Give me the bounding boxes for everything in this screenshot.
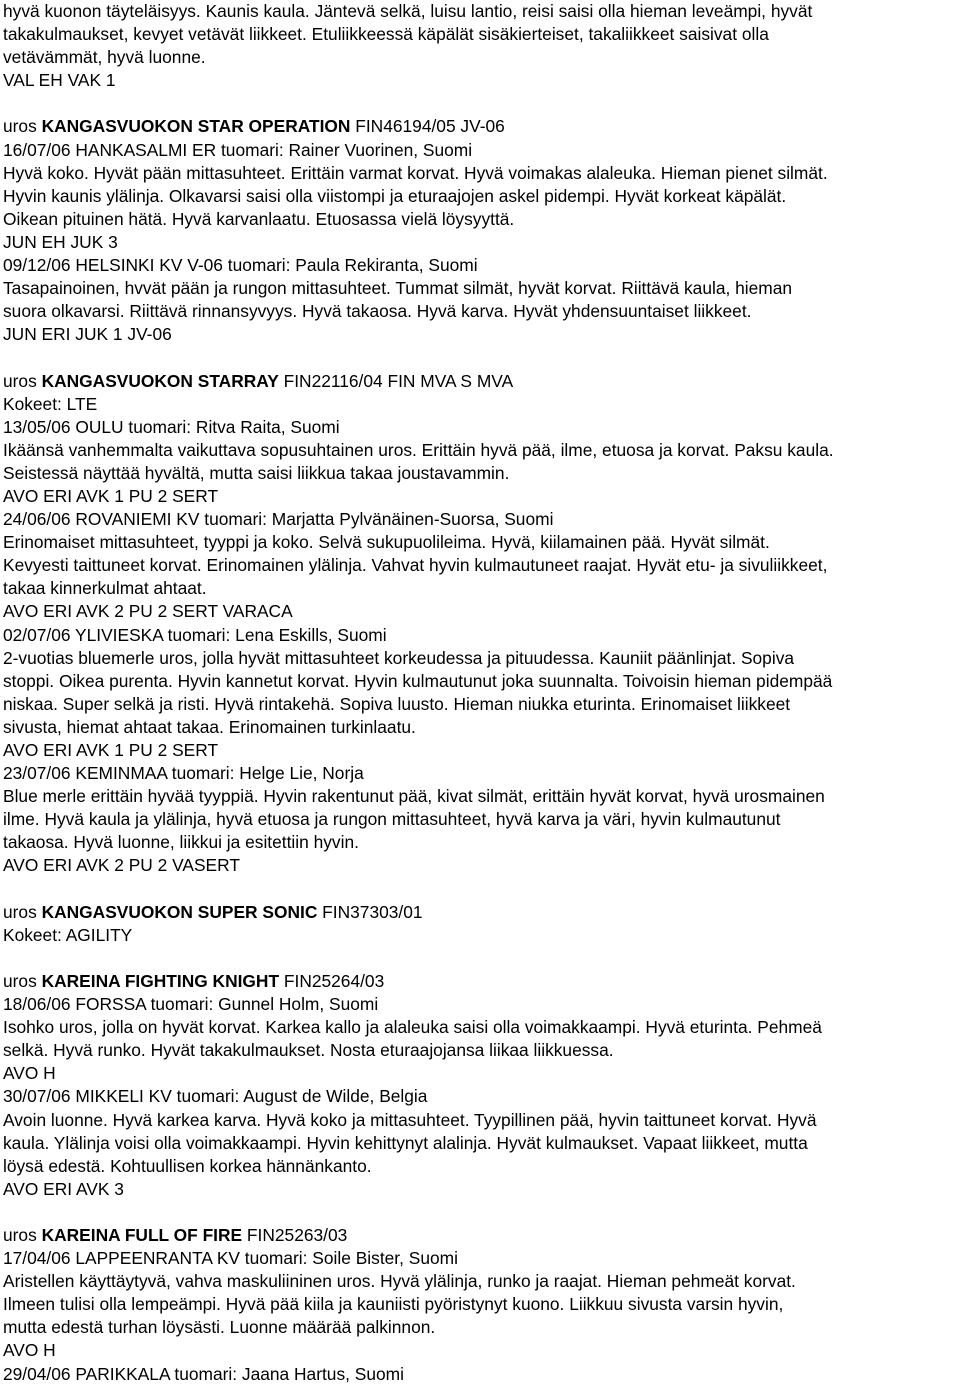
text-line: takakulmaukset, kevyet vetävät liikkeet. Etuliikkeessä käpälät sisäkierteiset, takaliikkeet saisivat olla bbox=[2, 24, 769, 45]
text-line: Aristellen käyttäytyvä, vahva maskuliininen uros. Hyvä ylälinja, runko ja raajat. Hieman pehmeät korvat. bbox=[2, 1271, 796, 1292]
text-line: ilme. Hyvä kaula ja ylälinja, hyvä etuosa ja rungon mittasuhteet, hyvä karva ja väri, hyvin kulmautunut bbox=[2, 809, 781, 830]
dog-sex: uros bbox=[2, 116, 42, 137]
blank-line bbox=[3, 346, 957, 369]
blank-line bbox=[3, 1201, 957, 1224]
text-line: 09/12/06 HELSINKI KV V-06 tuomari: Paula Rekiranta, Suomi bbox=[2, 255, 478, 276]
text-line: stoppi. Oikea purenta. Hyvin kannetut korvat. Hyvin kulmautunut joka suunnalta. Toivoisin hieman pidempää bbox=[2, 670, 833, 691]
text-line: sivusta, hiemat ahtaat takaa. Erinomainen turkinlaatu. bbox=[2, 716, 416, 737]
text-line: AVO ERI AVK 3 bbox=[2, 1178, 124, 1199]
text-line: JUN ERI JUK 1 JV-06 bbox=[2, 324, 172, 345]
dog-registration: FIN46194/05 JV-06 bbox=[350, 116, 505, 137]
text-line: 24/06/06 ROVANIEMI KV tuomari: Marjatta Pylvänäinen-Suorsa, Suomi bbox=[2, 509, 554, 530]
dog-registration: FIN25263/03 bbox=[242, 1224, 348, 1245]
dog-name: KANGASVUOKON STAR OPERATION bbox=[41, 116, 351, 137]
text-line: 30/07/06 MIKKELI KV tuomari: August de Wilde, Belgia bbox=[2, 1086, 428, 1107]
dog-name: KAREINA FULL OF FIRE bbox=[41, 1224, 243, 1245]
dog-name: KANGASVUOKON STARRAY bbox=[41, 370, 279, 391]
text-line: kaula. Ylälinja voisi olla voimakkaampi. Hyvin kehittynyt alalinja. Hyvät kulmaukset. Vapaat liikkeet, mutta bbox=[2, 1132, 808, 1153]
text-line: AVO ERI AVK 1 PU 2 SERT bbox=[2, 485, 219, 506]
text-line: Kevyesti taittuneet korvat. Erinomainen ylälinja. Vahvat hyvin kulmautuneet raajat. Hyvät etu- ja sivuliikkeet, bbox=[2, 555, 828, 576]
blank-line bbox=[3, 92, 957, 115]
dog-sex: uros bbox=[2, 370, 42, 391]
text-line: niskaa. Super selkä ja risti. Hyvä rintakehä. Sopiva luusto. Hieman niukka eturinta. Erinomaiset liikkeet bbox=[2, 693, 791, 714]
dog-entry-heading bbox=[3, 970, 957, 993]
text-line: 16/07/06 HANKASALMI ER tuomari: Rainer Vuorinen, Suomi bbox=[2, 139, 473, 160]
text-line: 2-vuotias bluemerle uros, jolla hyvät mittasuhteet korkeudessa ja pituudessa. Kauniit päänlinjat. Sopiva bbox=[2, 647, 795, 668]
text-line: Kokeet: AGILITY bbox=[2, 924, 133, 945]
text-line: Kokeet: LTE bbox=[2, 393, 98, 414]
text-line: Avoin luonne. Hyvä karkea karva. Hyvä koko ja mittasuhteet. Tyypillinen pää, hyvin taittuneet korvat. Hyvä bbox=[2, 1109, 817, 1130]
text-line: 23/07/06 KEMINMAA tuomari: Helge Lie, Norja bbox=[2, 763, 364, 784]
dog-sex: uros bbox=[2, 1224, 42, 1245]
dog-sex: uros bbox=[2, 901, 42, 922]
dog-entry-heading bbox=[3, 115, 957, 138]
text-line: takaosa. Hyvä luonne, liikkui ja esitettiin hyvin. bbox=[2, 832, 359, 853]
text-line: AVO H bbox=[2, 1063, 56, 1084]
dog-registration: FIN25264/03 bbox=[279, 970, 385, 991]
text-line: Blue merle erittäin hyvää tyyppiä. Hyvin rakentunut pää, kivat silmät, erittäin hyvät korvat, hyvä urosmainen bbox=[2, 786, 825, 807]
text-line: Ikäänsä vanhemmalta vaikuttava sopusuhtainen uros. Erittäin hyvä pää, ilme, etuosa ja korvat. Paksu kaula. bbox=[2, 439, 834, 460]
text-line: AVO ERI AVK 2 PU 2 VASERT bbox=[2, 855, 240, 876]
dog-registration: FIN22116/04 FIN MVA S MVA bbox=[278, 370, 514, 391]
text-line: Isohko uros, jolla on hyvät korvat. Karkea kallo ja alaleuka saisi olla voimakkaampi. Hyvä eturinta. Pehmeä bbox=[2, 1017, 822, 1038]
dog-name: KANGASVUOKON SUPER SONIC bbox=[41, 901, 318, 922]
dog-entry-heading bbox=[3, 1224, 957, 1247]
dog-entry-heading bbox=[3, 901, 957, 924]
text-line: AVO H bbox=[2, 1340, 56, 1361]
dog-name: KAREINA FIGHTING KNIGHT bbox=[41, 970, 280, 991]
dog-sex: uros bbox=[2, 970, 42, 991]
blank-line bbox=[3, 947, 957, 970]
text-line: hyvä kuonon täyteläisyys. Kaunis kaula. Jäntevä selkä, luisu lantio, reisi saisi olla hieman leveämpi, hyvät bbox=[2, 1, 813, 21]
text-line: Tasapainoinen, hvvät pään ja rungon mittasuhteet. Tummat silmät, hyvät korvat. Riittävä kaula, hieman bbox=[2, 278, 793, 299]
text-line: Seistessä näyttää hyvältä, mutta saisi liikkua takaa joustavammin. bbox=[2, 462, 510, 483]
text-line: löysä edestä. Kohtuullisen korkea hännänkanto. bbox=[2, 1155, 372, 1176]
text-line: suora olkavarsi. Riittävä rinnansyvyys. Hyvä takaosa. Hyvä karva. Hyvät yhdensuuntaiset liikkeet. bbox=[2, 301, 752, 322]
text-line: 02/07/06 YLIVIESKA tuomari: Lena Eskills, Suomi bbox=[2, 624, 387, 645]
dog-entry-heading bbox=[3, 370, 957, 393]
text-line: Ilmeen tulisi olla lempeämpi. Hyvä pää kiila ja kauniisti pyöristynyt kuono. Liikkuu sivusta varsin hyvin, bbox=[2, 1294, 784, 1315]
text-line: 17/04/06 LAPPEENRANTA KV tuomari: Soile Bister, Suomi bbox=[2, 1248, 458, 1269]
text-line: mutta edestä turhan löysästi. Luonne määrää palkinnon. bbox=[2, 1317, 436, 1338]
text-line: 13/05/06 OULU tuomari: Ritva Raita, Suomi bbox=[2, 416, 340, 437]
text-line: JUN EH JUK 3 bbox=[2, 231, 118, 252]
text-line: AVO ERI AVK 1 PU 2 SERT bbox=[2, 740, 219, 760]
text-line: Oikean pituinen hätä. Hyvä karvanlaatu. Etuosassa vielä löysyyttä. bbox=[2, 208, 515, 229]
text-line: VAL EH VAK 1 bbox=[2, 70, 116, 91]
text-line: Hyvin kaunis ylälinja. Olkavarsi saisi olla viistompi ja eturaajojen askel pidempi. Hyvät korkeat käpälät. bbox=[2, 185, 787, 206]
dog-registration: FIN37303/01 bbox=[317, 901, 423, 922]
text-line: vetävämmät, hyvä luonne. bbox=[2, 47, 206, 68]
text-line: Hyvä koko. Hyvät pään mittasuhteet. Erittäin varmat korvat. Hyvä voimakas alaleuka. Hieman pienet silmät. bbox=[2, 162, 828, 183]
text-line: AVO ERI AVK 2 PU 2 SERT VARACA bbox=[2, 601, 293, 622]
text-line: 18/06/06 FORSSA tuomari: Gunnel Holm, Suomi bbox=[2, 994, 379, 1015]
text-line: 29/04/06 PARIKKALA tuomari: Jaana Hartus, Suomi bbox=[2, 1363, 404, 1384]
text-line: Erinomaiset mittasuhteet, tyyppi ja koko. Selvä sukupuolileima. Hyvä, kiilamainen pää. Hyvät silmät. bbox=[2, 532, 770, 553]
blank-line bbox=[3, 878, 957, 901]
text-line: takaa kinnerkulmat ahtaat. bbox=[2, 578, 207, 599]
text-line: selkä. Hyvä runko. Hyvät takakulmaukset. Nosta eturaajojansa liikaa liikkuessa. bbox=[2, 1040, 614, 1061]
